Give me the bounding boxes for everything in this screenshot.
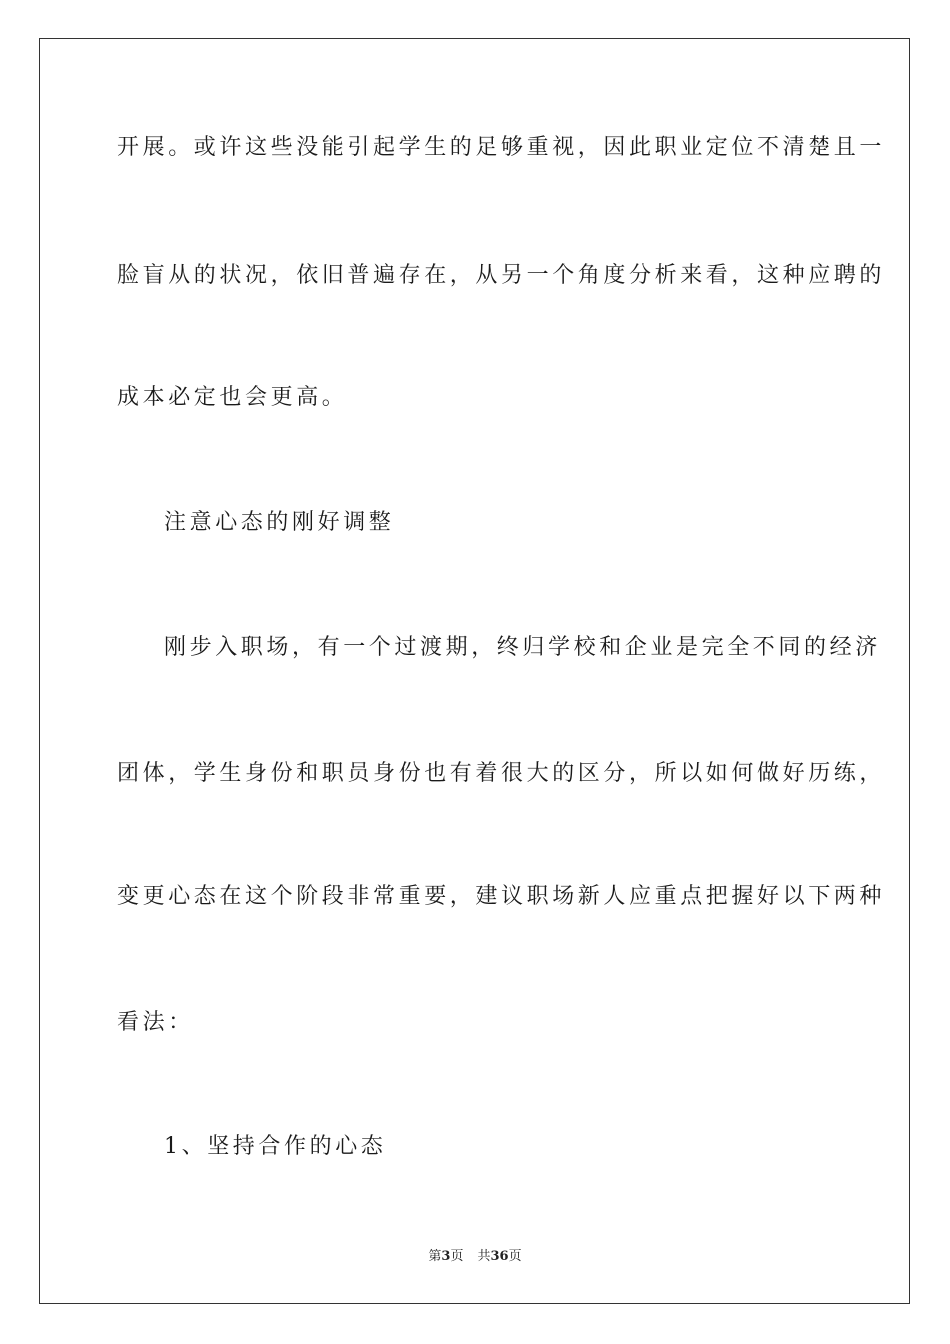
total-pages: 36 <box>490 1249 509 1264</box>
page-suffix: 页 <box>450 1249 464 1264</box>
text-line: 变更心态在这个阶段非常重要，建议职场新人应重点把握好以下两种 <box>117 884 886 909</box>
page-footer <box>0 1248 950 1266</box>
section-heading: 1、坚持合作的心态 <box>164 1134 387 1159</box>
text-line: 团体，学生身份和职员身份也有着很大的区分，所以如何做好历练， <box>117 761 886 786</box>
text-line: 脸盲从的状况，依旧普遍存在，从另一个角度分析来看，这种应聘的 <box>117 263 886 288</box>
text-line: 成本必定也会更高。 <box>117 385 348 410</box>
total-suffix: 页 <box>508 1249 522 1264</box>
text-line: 刚步入职场，有一个过渡期，终归学校和企业是完全不同的经济 <box>164 635 881 660</box>
text-line: 看法： <box>117 1010 194 1035</box>
page-number: 3 <box>441 1249 451 1264</box>
section-heading: 注意心态的刚好调整 <box>164 510 395 535</box>
total-prefix: 共 <box>477 1249 491 1264</box>
page-prefix: 第 <box>428 1249 442 1264</box>
page-border <box>39 38 910 1304</box>
text-line: 开展。或许这些没能引起学生的足够重视，因此职业定位不清楚且一 <box>117 135 886 160</box>
